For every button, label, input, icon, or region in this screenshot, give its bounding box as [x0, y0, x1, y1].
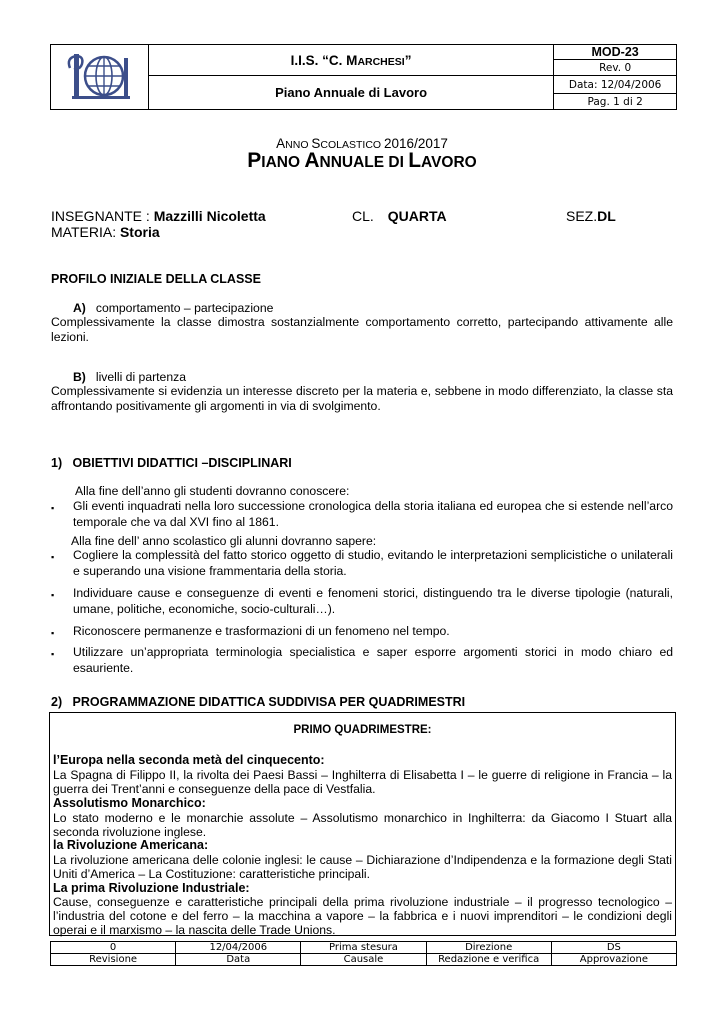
topic-heading: La prima Rivoluzione Industriale: [53, 881, 250, 895]
school-logo [51, 45, 149, 110]
profilo-b-text: Complessivamente si evidenzia un interesse discreto per la materia e, sebbene in modo differenziato, la classe sta affrontando positivamente gli argomenti in via di svolgimento. [51, 384, 673, 413]
table-cell: Direzione [426, 942, 551, 954]
doc-date: Data: 12/04/2006 [554, 76, 677, 94]
topic-text: Lo stato moderno e le monarchie assolute – Assolutismo monarchico in Inghilterra: da Giacomo I Stuart alla seconda rivoluzione inglese. [53, 811, 672, 840]
subject-line: MATERIA: Storia [51, 224, 160, 240]
box-heading: PRIMO QUADRIMESTRE: [293, 724, 432, 736]
page-number: Pag. 1 di 2 [554, 94, 677, 110]
teacher-line: INSEGNANTE : Mazzilli Nicoletta [51, 208, 266, 224]
table-cell: Revisione [51, 954, 176, 966]
profilo-heading: PROFILO INIZIALE DELLA CLASSE [51, 272, 261, 286]
obiettivi-intro-conoscere: Alla fine dell’anno gli studenti dovranno conoscere: [75, 484, 350, 498]
school-year: ANNO SCOLASTICO 2016/2017 [276, 136, 448, 151]
table-cell: 0 [51, 942, 176, 954]
topic-heading: la Rivoluzione Americana: [53, 838, 209, 852]
table-row [51, 942, 677, 954]
obiettivi-heading: 1) OBIETTIVI DIDATTICI –DISCIPLINARI [51, 456, 292, 470]
topic-text: Cause, conseguenze e caratteristiche principali della prima rivoluzione industriale – il progresso tecnologico – l’industria del cotone e del ferro – la macchina a vapore – la fabbrica e i nuovi imprenditori – le condizioni degli operai e il marxismo – la nascita delle Trade Unions. [53, 895, 672, 938]
table-cell: Approvazione [551, 954, 676, 966]
revision: Rev. 0 [554, 60, 677, 76]
class-line: CL. QUARTA [352, 208, 447, 224]
doc-title-header: Piano Annuale di Lavoro [148, 76, 553, 110]
obiettivi-intro-sapere: Alla fine dell’ anno scolastico gli alunni dovranno sapere: [71, 534, 377, 548]
globe-logo-icon [64, 50, 134, 102]
table-cell: Causale [301, 954, 426, 966]
mod-code: MOD-23 [554, 45, 677, 60]
topic-heading: Assolutismo Monarchico: [53, 796, 206, 810]
profilo-a-text: Complessivamente la classe dimostra sostanzialmente comportamento corretto, partecipando attivamente alle lezioni. [51, 315, 673, 344]
school-name: I.I.S. “C. MARCHESI” [148, 45, 553, 76]
topic-heading: l’Europa nella seconda metà del cinquecento: [53, 753, 325, 767]
topic-text: La rivoluzione americana delle colonie inglesi: le cause – Dichiarazione d’Indipendenza e la formazione degli Stati Uniti d’America – La Costituzione: caratteristiche principali. [53, 853, 672, 882]
profilo-a-label: A) comportamento – partecipazione [73, 301, 274, 315]
table-cell: DS [551, 942, 676, 954]
table-cell: Data [176, 954, 301, 966]
section-line: SEZ.DL [566, 208, 616, 224]
profilo-b-label: B) livelli di partenza [73, 370, 186, 384]
document-header [50, 44, 677, 110]
programmazione-heading: 2) PROGRAMMAZIONE DIDATTICA SUDDIVISA PER QUADRIMESTRI [51, 695, 466, 709]
primo-quadrimestre-box [49, 712, 676, 936]
topic-text: La Spagna di Filippo II, la rivolta dei Paesi Bassi – Inghilterra di Elisabetta I – le guerre di religione in Francia – la guerra dei Trent’anni e conseguenze della pace di Vestfalia. [53, 768, 672, 797]
revision-footer [50, 941, 677, 966]
table-cell: Redazione e verifica [426, 954, 551, 966]
table-row [51, 954, 677, 966]
table-cell: 12/04/2006 [176, 942, 301, 954]
page-title: PIANO ANNUALE DI LAVORO [247, 149, 477, 172]
table-cell: Prima stesura [301, 942, 426, 954]
